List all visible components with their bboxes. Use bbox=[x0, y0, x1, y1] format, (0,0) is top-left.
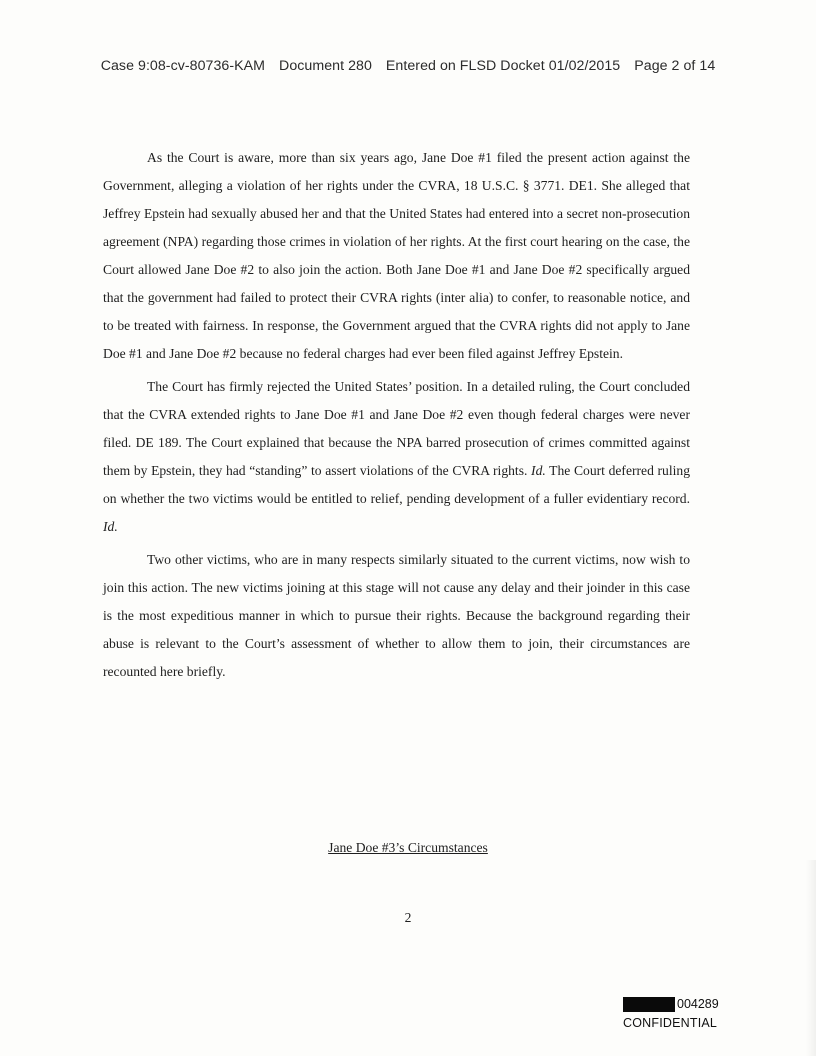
paragraph-1: As the Court is aware, more than six years ago, Jane Doe #1 filed the present action against the Government, alleging a violation of her rights under the CVRA, 18 U.S.C. § 3771. DE1. She alleged that Jeffrey Epstein had sexually abused her and that the United States had entered into a secret non-prosecution agreement (NPA) regarding those crimes in violation of her rights. At the first court hearing on the case, the Court allowed Jane Doe #2 to also join the action. Both Jane Doe #1 and Jane Doe #2 specifically argued that the government had failed to protect their CVRA rights (inter alia) to confer, to reasonable notice, and to be treated with fairness. In response, the Government argued that the CVRA rights did not apply to Jane Doe #1 and Jane Doe #2 because no federal charges had ever been filed against Jeffrey Epstein. bbox=[103, 150, 690, 361]
paragraph-2-text-b: The Court deferred ruling on whether the two victims would be entitled to relief, pending development of a fuller evidentiary record. bbox=[103, 463, 690, 506]
page-of-total: Page 2 of 14 bbox=[634, 58, 716, 74]
scan-edge-shadow bbox=[806, 860, 816, 1056]
redaction-bar bbox=[623, 997, 675, 1012]
paragraph-2-text-a: The Court has firmly rejected the United States’ position. In a detailed ruling, the Court concluded that the CVRA extended rights to Jane Doe #1 and Jane Doe #2 even though federal charges were never filed. DE 189. The Court explained that because the NPA barred prosecution of crimes committed against them by Epstein, they had “standing” to assert violations of the CVRA rights. bbox=[103, 379, 690, 478]
confidential-label: CONFIDENTIAL bbox=[623, 1016, 718, 1030]
citation-id-1: Id. bbox=[531, 463, 546, 478]
case-number: Case 9:08-cv-80736-KAM bbox=[100, 58, 266, 74]
paragraph-2 bbox=[103, 373, 690, 541]
section-subheading: Jane Doe #3’s Circumstances bbox=[328, 840, 488, 855]
bates-number: 004289 bbox=[677, 997, 719, 1011]
bates-stamp bbox=[623, 996, 719, 1030]
page-number: 2 bbox=[404, 910, 412, 925]
document-body bbox=[103, 144, 690, 686]
citation-id-2: Id. bbox=[103, 519, 118, 534]
document-number: Document 280 bbox=[279, 58, 372, 74]
docket-header bbox=[0, 58, 816, 74]
entered-date: Entered on FLSD Docket 01/02/2015 bbox=[385, 58, 621, 74]
paragraph-3: Two other victims, who are in many respects similarly situated to the current victims, now wish to join this action. The new victims joining at this stage will not cause any delay and their joinder in this case is the most expeditious manner in which to pursue their rights. Because the background regarding their abuse is relevant to the Court’s assessment of whether to allow them to join, their circumstances are recounted here briefly. bbox=[103, 552, 690, 679]
